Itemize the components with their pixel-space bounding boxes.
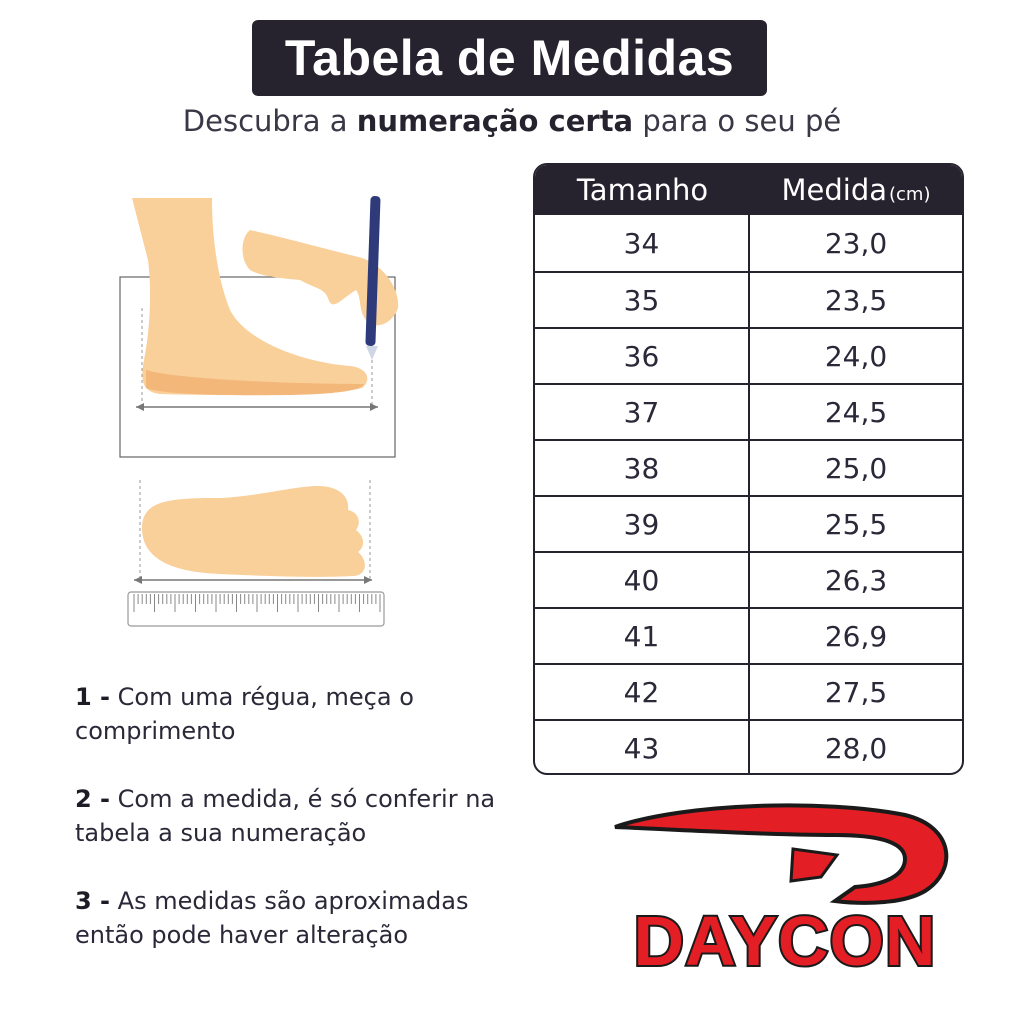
measure-cell: 24,0 — [824, 339, 888, 373]
step-2 — [75, 782, 515, 850]
size-table — [533, 163, 964, 775]
subtitle-bold: numeração certa — [356, 104, 634, 138]
measure-cell: 25,5 — [824, 507, 888, 541]
step-text: Com a medida, é só conferir na tabela a sua numeração — [75, 785, 496, 847]
size-cell: 38 — [535, 441, 750, 495]
col-header-measure — [750, 165, 962, 215]
step-3 — [75, 884, 515, 952]
measure-cell: 23,5 — [824, 283, 888, 317]
foot-sole — [142, 486, 365, 577]
table-row — [535, 495, 962, 551]
table-row — [535, 719, 962, 775]
step-text: Com uma régua, meça o comprimento — [75, 683, 414, 745]
table-row — [535, 439, 962, 495]
subtitle — [0, 104, 1024, 138]
step-1 — [75, 680, 515, 748]
step-number: 1 - — [75, 683, 111, 711]
table-row — [535, 607, 962, 663]
measure-cell: 23,0 — [824, 226, 888, 260]
measure-cell: 27,5 — [824, 675, 888, 709]
size-cell: 35 — [535, 273, 750, 327]
size-cell: 36 — [535, 329, 750, 383]
size-cell: 41 — [535, 609, 750, 663]
measure-cell: 24,5 — [824, 395, 888, 429]
size-cell: 43 — [535, 721, 750, 775]
brand-name: DAYCON — [633, 902, 937, 975]
table-header — [535, 165, 962, 215]
measure-cell: 26,3 — [824, 563, 888, 597]
col-measure-label: Medida — [781, 173, 888, 207]
step-number: 2 - — [75, 785, 111, 813]
size-cell: 34 — [535, 215, 750, 271]
step-text: As medidas são aproximadas então pode haver alteração — [75, 887, 469, 949]
subtitle-pre: Descubra a — [182, 104, 357, 138]
measure-cell: 26,9 — [824, 619, 888, 653]
size-cell: 40 — [535, 553, 750, 607]
foot-measuring-illustration — [100, 180, 420, 640]
col-measure-unit: (cm) — [889, 183, 931, 205]
table-row — [535, 327, 962, 383]
size-cell: 42 — [535, 665, 750, 719]
measure-cell: 28,0 — [824, 731, 888, 765]
table-row — [535, 663, 962, 719]
table-row — [535, 551, 962, 607]
title-banner — [252, 20, 767, 96]
table-row — [535, 383, 962, 439]
daycon-logo — [605, 795, 965, 975]
step-number: 3 - — [75, 887, 111, 915]
measure-cell: 25,0 — [824, 451, 888, 485]
subtitle-post: para o seu pé — [633, 104, 842, 138]
swoosh-icon — [615, 805, 946, 902]
page-title: Tabela de Medidas — [284, 30, 735, 86]
instructions — [75, 680, 515, 986]
col-header-size: Tamanho — [576, 173, 709, 207]
size-cell: 39 — [535, 497, 750, 551]
table-row — [535, 215, 962, 271]
size-cell: 37 — [535, 385, 750, 439]
table-row — [535, 271, 962, 327]
